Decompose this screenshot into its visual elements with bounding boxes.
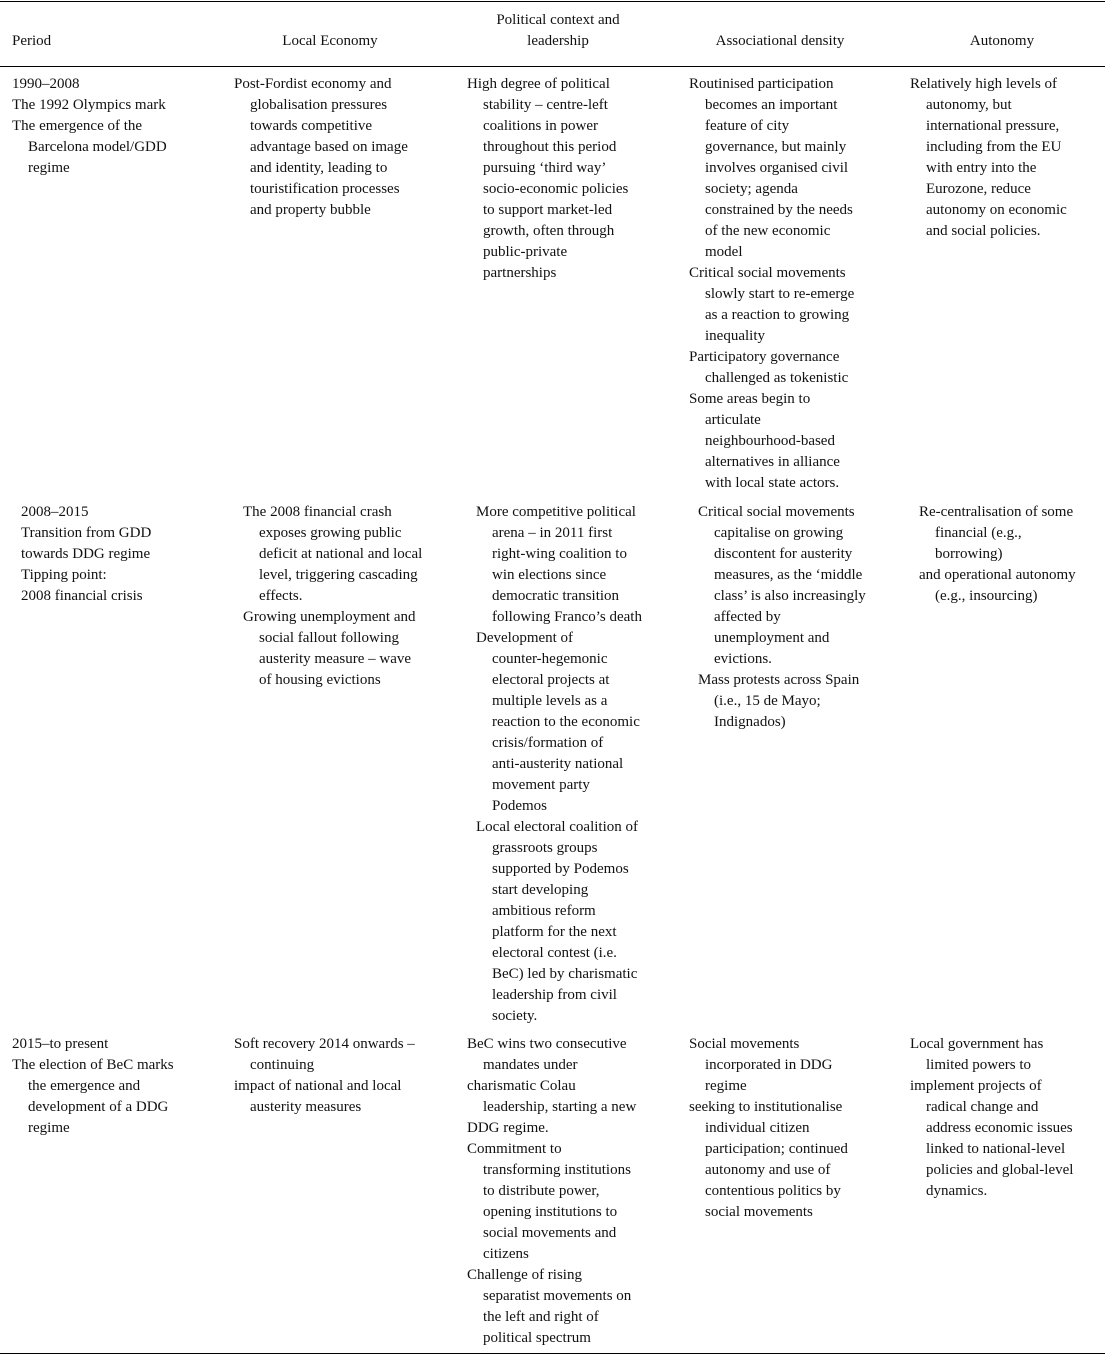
row1-assoc-line: Some areas begin to: [689, 391, 811, 407]
row1-autonomy-line: autonomy, but: [926, 97, 1012, 113]
header-rule: [0, 66, 1105, 67]
row2-period-cell: [21, 502, 226, 607]
row1-autonomy-line: and social policies.: [926, 223, 1041, 239]
row3-economy-line: austerity measures: [250, 1099, 362, 1115]
row1-autonomy-line: including from the EU: [926, 139, 1062, 155]
row1-assoc-line: as a reaction to growing: [705, 307, 850, 323]
row2-assoc-line: (i.e., 15 de Mayo;: [714, 693, 821, 709]
row2-assoc-line: unemployment and: [714, 630, 830, 646]
row2-assoc-line: Critical social movements: [698, 504, 855, 520]
row1-economy-line: globalisation pressures: [250, 97, 388, 113]
row1-autonomy-line: Eurozone, reduce: [926, 181, 1031, 197]
row2-economy-line: austerity measure – wave: [259, 651, 412, 667]
row3-assoc-line: autonomy and use of: [705, 1162, 831, 1178]
row1-political-line: throughout this period: [483, 139, 617, 155]
row2-political-line: start developing: [492, 882, 589, 898]
row3-assoc-line: participation; continued: [705, 1141, 848, 1157]
row1-political-line: stability – centre-left: [483, 97, 608, 113]
row3-political-line: citizens: [483, 1246, 529, 1262]
row2-period-line: Tipping point:: [21, 567, 107, 583]
row2-political-line: democratic transition: [492, 588, 620, 604]
row1-period-line: 1990–2008: [12, 76, 80, 92]
row1-assoc-line: with local state actors.: [705, 475, 840, 491]
row1-associational-cell: [689, 74, 904, 494]
row1-political-line: to support market-led: [483, 202, 613, 218]
row1-assoc-line: slowly start to re-emerge: [705, 286, 855, 302]
row2-assoc-line: measures, as the ‘middle: [714, 567, 863, 583]
row3-assoc-line: Social movements: [689, 1036, 800, 1052]
row3-autonomy-line: dynamics.: [926, 1183, 988, 1199]
row3-assoc-line: individual citizen: [705, 1120, 810, 1136]
row3-political-line: opening institutions to: [483, 1204, 618, 1220]
row1-period-line: regime: [28, 160, 70, 176]
row2-political-line: BeC) led by charismatic: [492, 966, 638, 982]
row1-economy-line: and identity, leading to: [250, 160, 388, 176]
row3-economy-line: Soft recovery 2014 onwards –: [234, 1036, 415, 1052]
row2-economy-line: deficit at national and local: [259, 546, 423, 562]
row2-assoc-line: capitalise on growing: [714, 525, 844, 541]
row1-assoc-line: Critical social movements: [689, 265, 846, 281]
row3-autonomy-line: policies and global-level: [926, 1162, 1074, 1178]
row3-political-line: mandates under: [483, 1057, 578, 1073]
row1-assoc-line: governance, but mainly: [705, 139, 847, 155]
row2-political-line: right-wing coalition to: [492, 546, 627, 562]
row2-assoc-line: Mass protests across Spain: [698, 672, 860, 688]
row2-political-line: win elections since: [492, 567, 607, 583]
row1-assoc-line: constrained by the needs: [705, 202, 853, 218]
row2-period-line: Transition from GDD: [21, 525, 152, 541]
row2-economy-line: social fallout following: [259, 630, 399, 646]
row3-autonomy-line: radical change and: [926, 1099, 1039, 1115]
header-autonomy: Autonomy: [969, 33, 1035, 49]
row2-autonomy-line: and operational autonomy: [919, 567, 1076, 583]
row3-assoc-line: incorporated in DDG: [705, 1057, 833, 1073]
row3-assoc-line: seeking to institutionalise: [689, 1099, 843, 1115]
row1-political-line: pursuing ‘third way’: [483, 160, 607, 176]
bottom-rule: [0, 1353, 1105, 1354]
row1-assoc-line: challenged as tokenistic: [705, 370, 849, 386]
row3-autonomy-line: address economic issues: [926, 1120, 1073, 1136]
row1-economy-cell: [234, 74, 459, 221]
row3-economy-line: continuing: [250, 1057, 315, 1073]
row2-political-line: platform for the next: [492, 924, 617, 940]
row2-economy-line: of housing evictions: [259, 672, 381, 688]
row3-autonomy-line: linked to national-level: [926, 1141, 1066, 1157]
row1-assoc-line: feature of city: [705, 118, 790, 134]
row2-economy-line: effects.: [259, 588, 303, 604]
row1-autonomy-line: international pressure,: [926, 118, 1060, 134]
row3-political-line: charismatic Colau: [467, 1078, 576, 1094]
row3-period-line: regime: [28, 1120, 70, 1136]
row2-associational-cell: [698, 502, 908, 733]
row1-assoc-line: becomes an important: [705, 97, 838, 113]
row2-political-line: arena – in 2011 first: [492, 525, 613, 541]
row2-political-line: crisis/formation of: [492, 735, 604, 751]
row2-period-line: 2008–2015: [21, 504, 89, 520]
row1-assoc-line: model: [705, 244, 743, 260]
row2-political-line: grassroots groups: [492, 840, 598, 856]
row3-political-line: BeC wins two consecutive: [467, 1036, 627, 1052]
row2-autonomy-line: (e.g., insourcing): [935, 588, 1038, 604]
row3-period-cell: [12, 1034, 227, 1139]
row3-political-line: Commitment to: [467, 1141, 562, 1157]
row2-economy-line: Growing unemployment and: [243, 609, 416, 625]
header-period: Period: [12, 33, 52, 49]
row3-assoc-line: contentious politics by: [705, 1183, 841, 1199]
row2-period-line: 2008 financial crisis: [21, 588, 143, 604]
row2-political-line: counter-hegemonic: [492, 651, 608, 667]
row1-assoc-line: articulate: [705, 412, 761, 428]
row3-autonomy-line: implement projects of: [910, 1078, 1042, 1094]
row1-assoc-line: alternatives in alliance: [705, 454, 840, 470]
row3-political-line: to distribute power,: [483, 1183, 600, 1199]
row3-assoc-line: regime: [705, 1078, 747, 1094]
row3-period-line: development of a DDG: [28, 1099, 169, 1115]
row2-assoc-line: affected by: [714, 609, 781, 625]
row3-autonomy-cell: [910, 1034, 1105, 1202]
row1-autonomy-line: with entry into the: [926, 160, 1037, 176]
row1-autonomy-line: autonomy on economic: [926, 202, 1067, 218]
row1-assoc-line: of the new economic: [705, 223, 831, 239]
row2-political-line: electoral projects at: [492, 672, 610, 688]
row1-political-line: partnerships: [483, 265, 557, 281]
row2-economy-line: The 2008 financial crash: [243, 504, 392, 520]
row3-period-line: The election of BeC marks: [12, 1057, 174, 1073]
top-rule: [0, 1, 1105, 2]
row3-political-line: political spectrum: [483, 1330, 591, 1346]
row1-economy-line: Post-Fordist economy and: [234, 76, 392, 92]
row2-political-line: leadership from civil: [492, 987, 617, 1003]
row3-political-cell: [467, 1034, 682, 1349]
row1-political-line: growth, often through: [483, 223, 615, 239]
row2-period-line: towards DDG regime: [21, 546, 151, 562]
row3-assoc-line: social movements: [705, 1204, 813, 1220]
row1-economy-line: touristification processes: [250, 181, 400, 197]
row2-economy-cell: [243, 502, 463, 691]
row2-political-line: society.: [492, 1008, 538, 1024]
row3-economy-line: impact of national and local: [234, 1078, 402, 1094]
row1-political-line: coalitions in power: [483, 118, 598, 134]
row2-political-line: Development of: [476, 630, 574, 646]
row2-economy-line: level, triggering cascading: [259, 567, 418, 583]
row3-political-line: DDG regime.: [467, 1120, 549, 1136]
row2-autonomy-cell: [919, 502, 1105, 607]
row2-assoc-line: class’ is also increasingly: [714, 588, 866, 604]
row3-autonomy-line: limited powers to: [926, 1057, 1031, 1073]
row1-political-line: socio-economic policies: [483, 181, 629, 197]
row1-assoc-line: neighbourhood-based: [705, 433, 835, 449]
row2-political-cell: [476, 502, 688, 1027]
row2-political-line: More competitive political: [476, 504, 636, 520]
row3-political-line: leadership, starting a new: [483, 1099, 637, 1115]
header-political-context: [458, 10, 658, 52]
header-political-line-1: Political context and: [496, 12, 620, 28]
row3-political-line: the left and right of: [483, 1309, 599, 1325]
row3-political-line: transforming institutions: [483, 1162, 631, 1178]
row2-political-line: electoral contest (i.e.: [492, 945, 617, 961]
row1-autonomy-line: Relatively high levels of: [910, 76, 1058, 92]
row1-period-line: Barcelona model/GDD: [28, 139, 167, 155]
row2-political-line: Podemos: [492, 798, 548, 814]
row3-political-line: separatist movements on: [483, 1288, 632, 1304]
row1-assoc-line: Routinised participation: [689, 76, 834, 92]
row1-economy-line: towards competitive: [250, 118, 373, 134]
row1-assoc-line: inequality: [705, 328, 765, 344]
row2-assoc-line: discontent for austerity: [714, 546, 853, 562]
row1-autonomy-cell: [910, 74, 1105, 242]
row2-political-line: multiple levels as a: [492, 693, 608, 709]
row2-autonomy-line: financial (e.g.,: [935, 525, 1022, 541]
header-associational-density: Associational density: [715, 33, 845, 49]
row2-political-line: reaction to the economic: [492, 714, 640, 730]
row2-autonomy-line: Re-centralisation of some: [919, 504, 1074, 520]
row2-political-line: Local electoral coalition of: [476, 819, 639, 835]
header-political-line-2: leadership: [527, 33, 589, 49]
row1-assoc-line: involves organised civil: [705, 160, 849, 176]
row2-political-line: movement party: [492, 777, 590, 793]
row2-political-line: ambitious reform: [492, 903, 596, 919]
row2-assoc-line: Indignados): [714, 714, 786, 730]
row3-economy-cell: [234, 1034, 462, 1118]
header-local-economy: Local Economy: [282, 33, 378, 49]
row3-political-line: social movements and: [483, 1225, 617, 1241]
row3-associational-cell: [689, 1034, 904, 1223]
row1-assoc-line: society; agenda: [705, 181, 798, 197]
row1-political-line: High degree of political: [467, 76, 610, 92]
row2-political-line: anti-austerity national: [492, 756, 624, 772]
row1-period-cell: [12, 74, 227, 179]
row2-assoc-line: evictions.: [714, 651, 772, 667]
row1-economy-line: advantage based on image: [250, 139, 408, 155]
row2-economy-line: exposes growing public: [259, 525, 402, 541]
row3-autonomy-line: Local government has: [910, 1036, 1044, 1052]
row1-period-line: The emergence of the: [12, 118, 143, 134]
row3-period-line: the emergence and: [28, 1078, 141, 1094]
row1-period-line: The 1992 Olympics mark: [12, 97, 166, 113]
row1-assoc-line: Participatory governance: [689, 349, 840, 365]
row2-autonomy-line: borrowing): [935, 546, 1003, 562]
row1-economy-line: and property bubble: [250, 202, 371, 218]
row1-political-cell: [467, 74, 682, 284]
row1-political-line: public-private: [483, 244, 568, 260]
row2-political-line: supported by Podemos: [492, 861, 629, 877]
row2-political-line: following Franco’s death: [492, 609, 642, 625]
row3-period-line: 2015–to present: [12, 1036, 109, 1052]
row3-political-line: Challenge of rising: [467, 1267, 582, 1283]
